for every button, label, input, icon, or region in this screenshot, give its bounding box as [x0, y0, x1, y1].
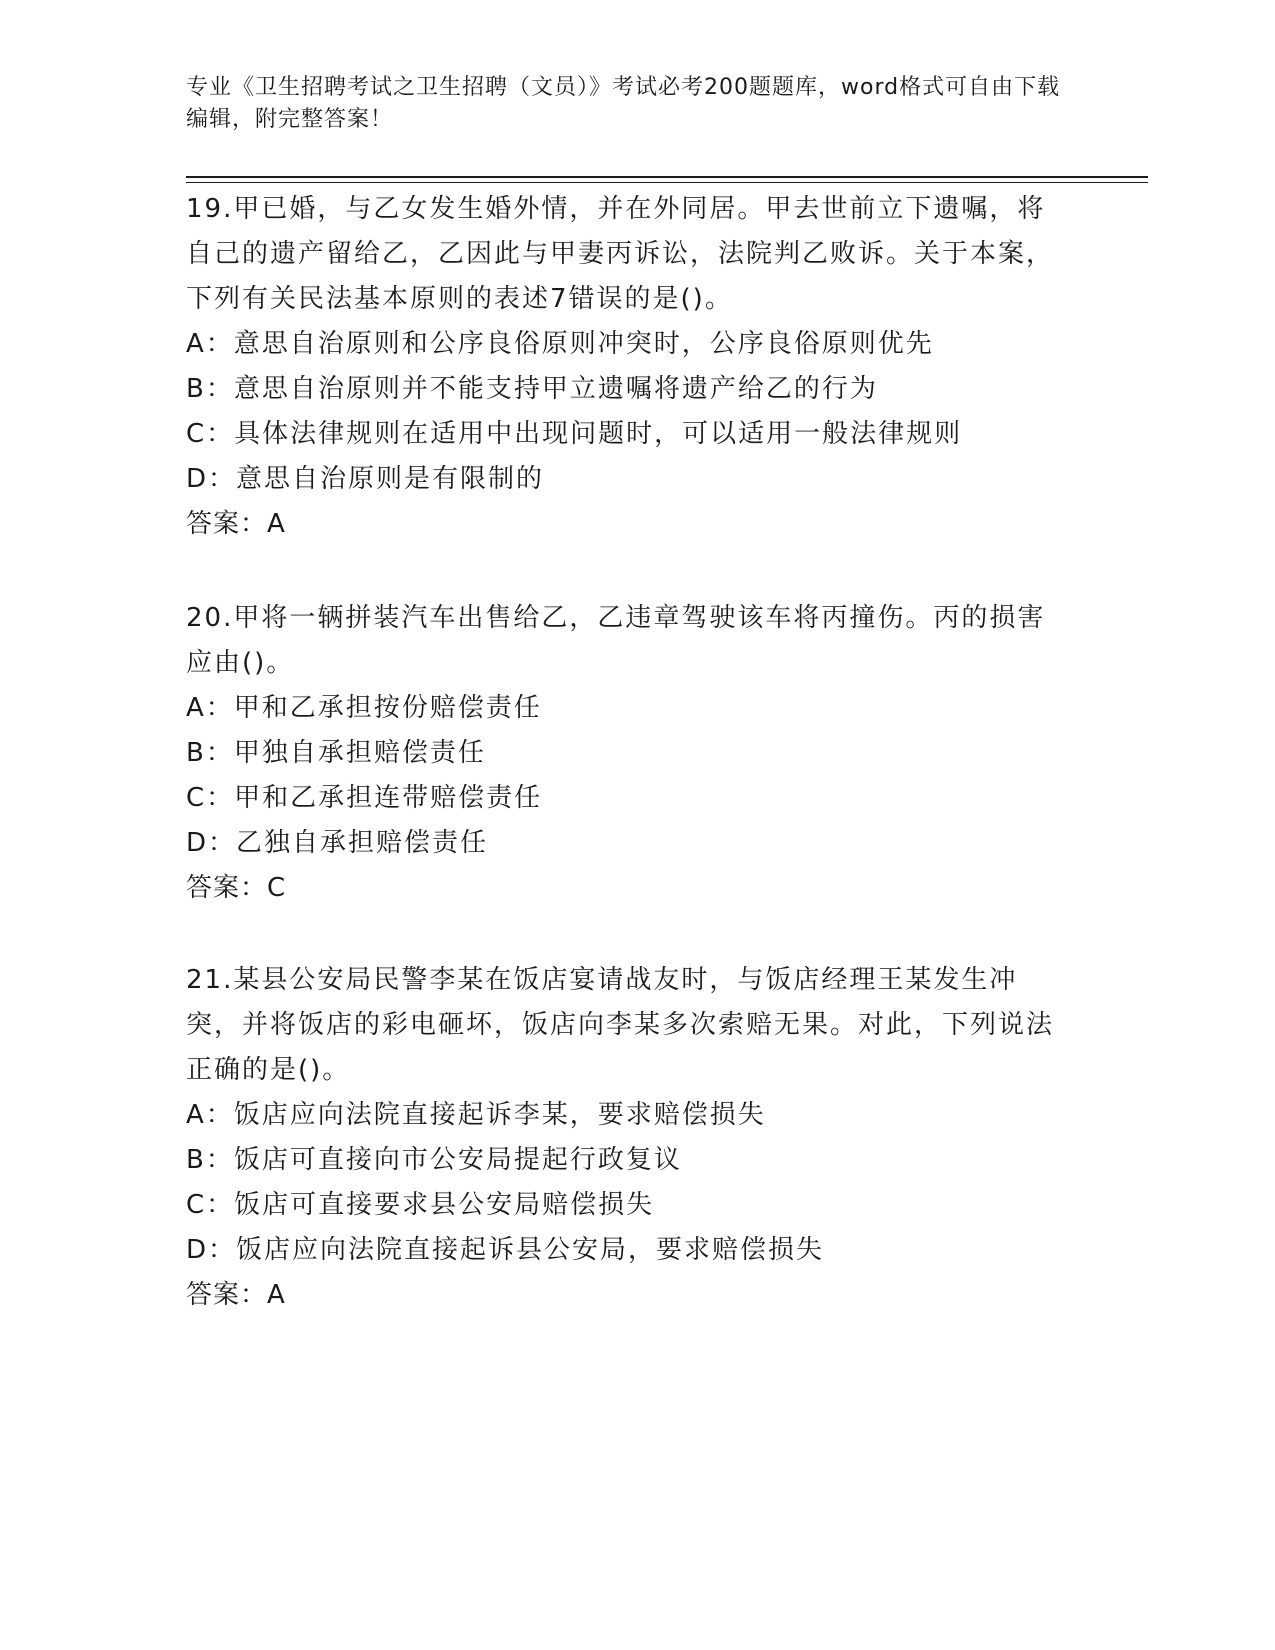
option-d: D：乙独自承担赔偿责任	[186, 828, 489, 858]
option-a: A：意思自治原则和公序良俗原则冲突时，公序良俗原则优先	[186, 329, 934, 359]
question-stem: 19.甲已婚，与乙女发生婚外情，并在外同居。甲去世前立下遗嘱，将自己的遗产留给乙，乙因此与甲妻丙诉讼，法院判乙败诉。关于本案，下列有关民法基本原则的表述7错误的是()。	[186, 194, 1055, 314]
question-20	[186, 596, 1086, 911]
question-21	[186, 958, 1086, 1318]
option-c: C：具体法律规则在适用中出现问题时，可以适用一般法律规则	[186, 419, 963, 449]
answer: 答案：A	[186, 509, 286, 539]
answer: 答案：C	[186, 873, 287, 903]
option-a: A：甲和乙承担按份赔偿责任	[186, 693, 542, 723]
header-divider-thick	[186, 176, 1148, 178]
option-c: C：甲和乙承担连带赔偿责任	[186, 783, 543, 813]
question-19	[186, 187, 1086, 547]
option-b: B：饭店可直接向市公安局提起行政复议	[186, 1145, 682, 1175]
option-b: B：意思自治原则并不能支持甲立遗嘱将遗产给乙的行为	[186, 374, 878, 404]
option-a: A：饭店应向法院直接起诉李某，要求赔偿损失	[186, 1100, 766, 1130]
option-d: D：意思自治原则是有限制的	[186, 464, 545, 494]
option-d: D：饭店应向法院直接起诉县公安局，要求赔偿损失	[186, 1235, 825, 1265]
question-stem: 21.某县公安局民警李某在饭店宴请战友时，与饭店经理王某发生冲突，并将饭店的彩电砸坏，饭店向李某多次索赔无果。对此，下列说法正确的是()。	[186, 965, 1055, 1085]
question-stem: 20.甲将一辆拼装汽车出售给乙，乙违章驾驶该车将丙撞伤。丙的损害应由()。	[186, 603, 1046, 678]
answer: 答案：A	[186, 1280, 286, 1310]
page-header: 专业《卫生招聘考试之卫生招聘（文员）》考试必考200题题库，word格式可自由下载编辑，附完整答案！	[186, 75, 1061, 132]
option-b: B：甲独自承担赔偿责任	[186, 738, 486, 768]
option-c: C：饭店可直接要求县公安局赔偿损失	[186, 1190, 655, 1220]
header-divider-thin	[186, 182, 1148, 183]
